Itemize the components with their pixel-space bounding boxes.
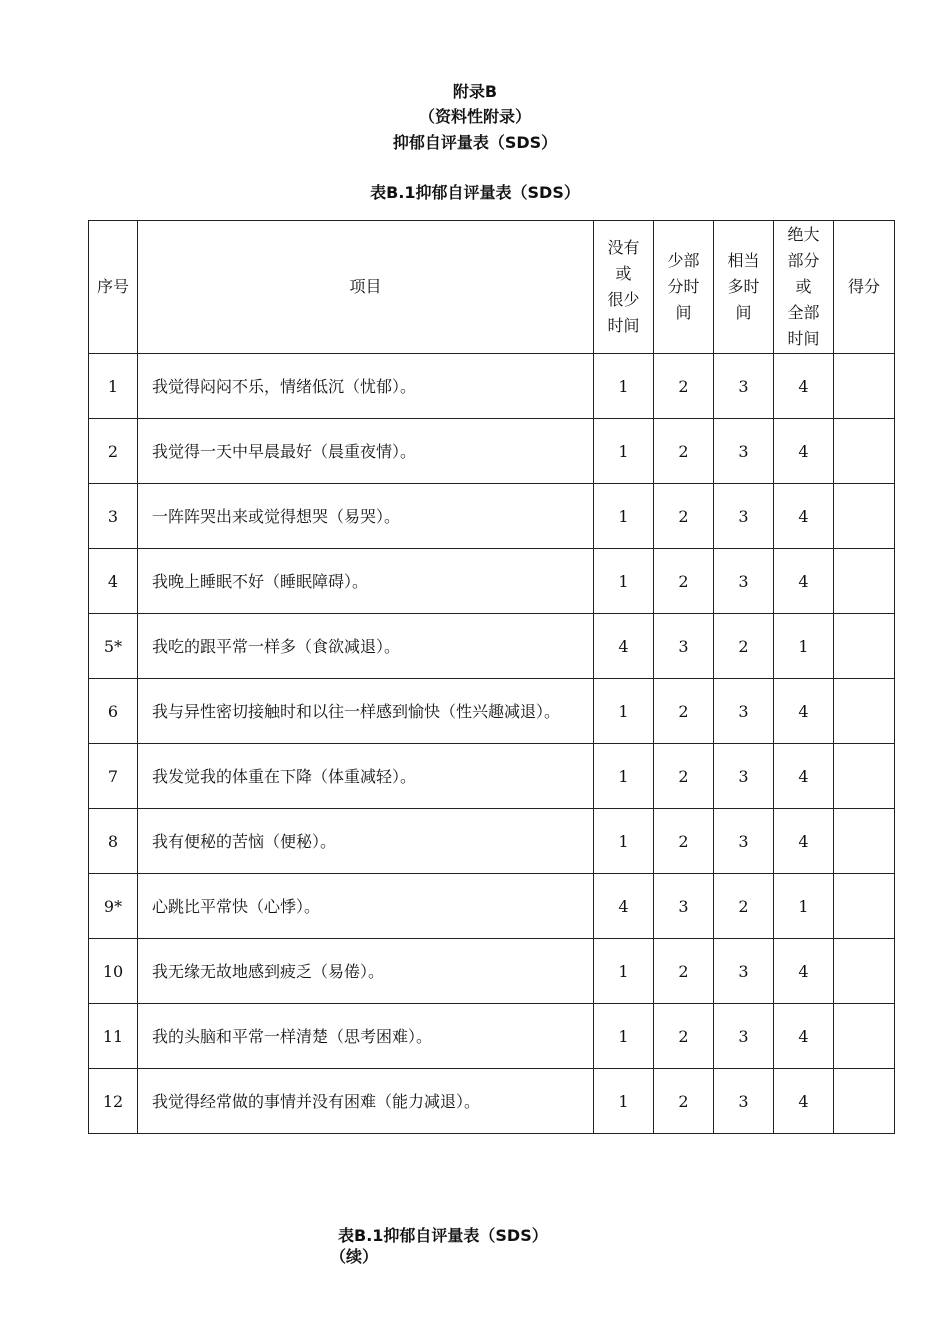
table-row — [89, 939, 895, 1004]
row-score-option-2: 2 — [654, 549, 714, 614]
row-score-option-2: 2 — [654, 354, 714, 419]
footer-continued: （续） — [330, 1247, 379, 1266]
row-item-text: 我吃的跟平常一样多（食欲减退）。 — [138, 614, 594, 679]
table-row — [89, 549, 895, 614]
row-item-text: 一阵阵哭出来或觉得想哭（易哭）。 — [138, 484, 594, 549]
row-score-cell[interactable] — [834, 744, 895, 809]
row-score-option-1: 1 — [594, 484, 654, 549]
table-row — [89, 484, 895, 549]
header-option-1: 没有 或 很少 时间 — [594, 221, 654, 354]
table-row — [89, 679, 895, 744]
header-option-2: 少部 分时 间 — [654, 221, 714, 354]
appendix-title: 附录B — [452, 82, 498, 101]
row-score-option-4: 4 — [774, 744, 834, 809]
row-score-option-1: 1 — [594, 679, 654, 744]
row-number: 3 — [89, 484, 138, 549]
header-option-3: 相当 多时 间 — [714, 221, 774, 354]
row-score-option-2: 2 — [654, 419, 714, 484]
row-score-cell[interactable] — [834, 939, 895, 1004]
row-score-option-2: 2 — [654, 484, 714, 549]
row-score-option-2: 2 — [654, 744, 714, 809]
row-score-option-2: 2 — [654, 939, 714, 1004]
row-score-option-2: 2 — [654, 809, 714, 874]
row-score-option-3: 3 — [714, 679, 774, 744]
row-number: 7 — [89, 744, 138, 809]
row-score-cell[interactable] — [834, 679, 895, 744]
table-row — [89, 1004, 895, 1069]
row-item-text: 心跳比平常快（心悸）。 — [138, 874, 594, 939]
row-score-option-4: 4 — [774, 1004, 834, 1069]
row-number: 2 — [89, 419, 138, 484]
table-row — [89, 419, 895, 484]
row-score-option-1: 1 — [594, 809, 654, 874]
row-score-option-3: 2 — [714, 874, 774, 939]
row-score-option-2: 2 — [654, 679, 714, 744]
row-score-cell[interactable] — [834, 1004, 895, 1069]
row-score-option-2: 2 — [654, 1004, 714, 1069]
row-score-option-1: 4 — [594, 874, 654, 939]
row-score-option-3: 2 — [714, 614, 774, 679]
table-header-row — [89, 221, 895, 354]
row-score-cell[interactable] — [834, 484, 895, 549]
row-score-option-1: 4 — [594, 614, 654, 679]
row-score-cell[interactable] — [834, 419, 895, 484]
header-score: 得分 — [834, 221, 895, 354]
row-score-option-4: 4 — [774, 419, 834, 484]
row-score-option-4: 4 — [774, 809, 834, 874]
row-score-cell[interactable] — [834, 874, 895, 939]
row-score-option-4: 4 — [774, 549, 834, 614]
row-score-option-3: 3 — [714, 419, 774, 484]
row-score-cell[interactable] — [834, 549, 895, 614]
row-score-option-2: 2 — [654, 1069, 714, 1134]
row-score-cell[interactable] — [834, 1069, 895, 1134]
row-score-option-3: 3 — [714, 939, 774, 1004]
row-score-option-1: 1 — [594, 354, 654, 419]
row-score-cell[interactable] — [834, 354, 895, 419]
row-item-text: 我觉得一天中早晨最好（晨重夜情）。 — [138, 419, 594, 484]
row-item-text: 我与异性密切接触时和以往一样感到愉快（性兴趣减退）。 — [138, 679, 594, 744]
row-score-option-2: 3 — [654, 614, 714, 679]
row-number: 11 — [89, 1004, 138, 1069]
table-row — [89, 874, 895, 939]
row-number: 10 — [89, 939, 138, 1004]
scale-title: 抑郁自评量表（SDS） — [392, 133, 558, 152]
footer-table-caption: 表B.1抑郁自评量表（SDS） — [338, 1226, 548, 1245]
header-option-4: 绝大 部分 或 全部 时间 — [774, 221, 834, 354]
row-score-option-1: 1 — [594, 1004, 654, 1069]
row-number: 5* — [89, 614, 138, 679]
row-item-text: 我的头脑和平常一样清楚（思考困难）。 — [138, 1004, 594, 1069]
row-score-option-3: 3 — [714, 1069, 774, 1134]
row-score-option-2: 3 — [654, 874, 714, 939]
table-row — [89, 744, 895, 809]
table-caption: 表B.1抑郁自评量表（SDS） — [370, 183, 580, 202]
row-item-text: 我无缘无故地感到疲乏（易倦）。 — [138, 939, 594, 1004]
row-score-option-3: 3 — [714, 744, 774, 809]
row-item-text: 我有便秘的苦恼（便秘）。 — [138, 809, 594, 874]
row-score-option-1: 1 — [594, 744, 654, 809]
row-score-option-3: 3 — [714, 809, 774, 874]
row-item-text: 我晚上睡眠不好（睡眠障碍）。 — [138, 549, 594, 614]
table-row — [89, 809, 895, 874]
appendix-type: （资料性附录） — [418, 107, 531, 126]
row-score-option-4: 4 — [774, 679, 834, 744]
row-number: 6 — [89, 679, 138, 744]
header-item: 项目 — [138, 221, 594, 354]
row-score-option-1: 1 — [594, 1069, 654, 1134]
row-item-text: 我觉得闷闷不乐，情绪低沉（忧郁）。 — [138, 354, 594, 419]
row-score-option-4: 1 — [774, 614, 834, 679]
row-score-option-4: 4 — [774, 1069, 834, 1134]
row-score-cell[interactable] — [834, 809, 895, 874]
row-item-text: 我发觉我的体重在下降（体重减轻）。 — [138, 744, 594, 809]
row-score-option-3: 3 — [714, 354, 774, 419]
row-score-option-3: 3 — [714, 549, 774, 614]
row-item-text: 我觉得经常做的事情并没有困难（能力减退）。 — [138, 1069, 594, 1134]
row-score-option-3: 3 — [714, 484, 774, 549]
table-row — [89, 1069, 895, 1134]
row-score-option-4: 4 — [774, 484, 834, 549]
row-number: 12 — [89, 1069, 138, 1134]
row-score-cell[interactable] — [834, 614, 895, 679]
row-score-option-1: 1 — [594, 419, 654, 484]
row-number: 1 — [89, 354, 138, 419]
row-score-option-4: 4 — [774, 354, 834, 419]
row-score-option-1: 1 — [594, 939, 654, 1004]
row-number: 9* — [89, 874, 138, 939]
table-row — [89, 614, 895, 679]
row-score-option-4: 1 — [774, 874, 834, 939]
table-row — [89, 354, 895, 419]
row-score-option-3: 3 — [714, 1004, 774, 1069]
row-number: 4 — [89, 549, 138, 614]
row-score-option-4: 4 — [774, 939, 834, 1004]
header-no: 序号 — [89, 221, 138, 354]
row-number: 8 — [89, 809, 138, 874]
sds-table — [88, 220, 895, 1134]
row-score-option-1: 1 — [594, 549, 654, 614]
